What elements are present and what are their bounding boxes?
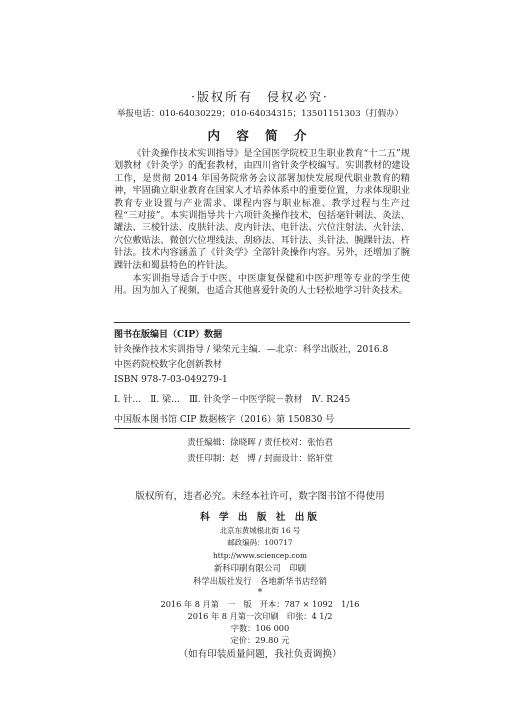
intro-body — [114, 148, 410, 298]
intro-title: 内 容 简 介 — [207, 128, 313, 143]
report-phone-line: 举报电话：010-64030229；010-64034315；13501151303（打假办） — [116, 109, 404, 119]
cip-classification: Ⅰ. 针… Ⅱ. 梁… Ⅲ. 针灸学－中医学院－教材 Ⅳ. R245 — [114, 395, 351, 405]
edition-line: 2016 年 8 月第 一 版 开本：787 × 1092 1/16 — [160, 599, 360, 609]
publisher-name: 科 学 出 版 社 出版 — [200, 512, 320, 523]
credits-printing: 责任印制：赵 博 / 封面设计：铭轩堂 — [187, 454, 333, 464]
word-count: 字数：106 000 — [230, 623, 290, 633]
cip-line: 中医药院校数字化创新教材 — [114, 360, 223, 370]
edition-block — [0, 598, 520, 646]
cip-heading: 图书在版编目（CIP）数据 — [114, 330, 223, 340]
publisher-address: 北京东黄城根北街 16 号 — [219, 525, 301, 535]
divider-top — [114, 322, 410, 323]
cip-isbn: ISBN 978-7-03-049279-1 — [114, 375, 228, 385]
cip-library-record: 中国版本图书馆 CIP 数据核字（2016）第 150830 号 — [114, 415, 335, 425]
credits-editors: 责任编辑：徐晓晖 / 责任校对：张怡君 — [187, 438, 333, 448]
usage-notice: 版权所有，违者必究。未经本社许可，数字图书馆不得使用 — [135, 491, 385, 502]
quality-note: （如有印装质量问题，我社负责调换） — [178, 649, 342, 660]
printing-line: 2016 年 8 月第一次印刷 印张：4 1/2 — [187, 611, 333, 621]
star-separator-icon: * — [257, 588, 263, 598]
publisher-postcode: 邮政编码：100717 — [227, 538, 293, 547]
publisher-website: http://www.sciencep.com — [213, 550, 307, 560]
intro-paragraph: 《针灸操作技术实训指导》是全国医学院校卫生职业教育“十二五”规划教材《针灸学》的配套教材，由四川省针灸学校编写。实训教材的建设工作，是贯彻 2014 年国务院常务会议部署加快发展现代职业教育的精神，牢固确立职业教育在国家人才培养体系中的重要位置，力求体现职业教育专业设置与产业需求、课程内容与职业标准、教学过程与生产过程“三对接”。本实训指导共十六项针灸操作技术，包括毫针刺法、灸法、罐法、三棱针法、皮肤针法、皮内针法、电针法、穴位注射法、火针法、穴位敷贴法、微创穴位埋线法、刮痧法、耳针法、头针法、腕踝针法、杵针法。技术内容涵盖了《针灸学》全部针灸操作内容。另外，还增加了腕踝针法和蜀县特色的杵针法。 — [114, 148, 410, 271]
publisher-block — [0, 512, 520, 600]
intro-paragraph: 本实训指导适合于中医、中医康复保健和中医护理等专业的学生使用。因为加入了视频，也适合其他喜爱针灸的人士轻松地学习针灸技术。 — [114, 273, 410, 297]
cip-line: 针灸操作技术实训指导 / 梁荣元主编．—北京：科学出版社，2016.8 — [114, 345, 389, 355]
distribution-line: 科学出版社发行 各地新华书店经销 — [193, 575, 327, 586]
copyright-title: ·版权所有 侵权必究· — [191, 90, 329, 104]
price: 定价：29.80 元 — [230, 635, 290, 645]
divider-bottom — [114, 428, 410, 429]
cip-block — [114, 328, 410, 428]
printer-line: 新科印刷有限公司 印刷 — [213, 563, 307, 573]
